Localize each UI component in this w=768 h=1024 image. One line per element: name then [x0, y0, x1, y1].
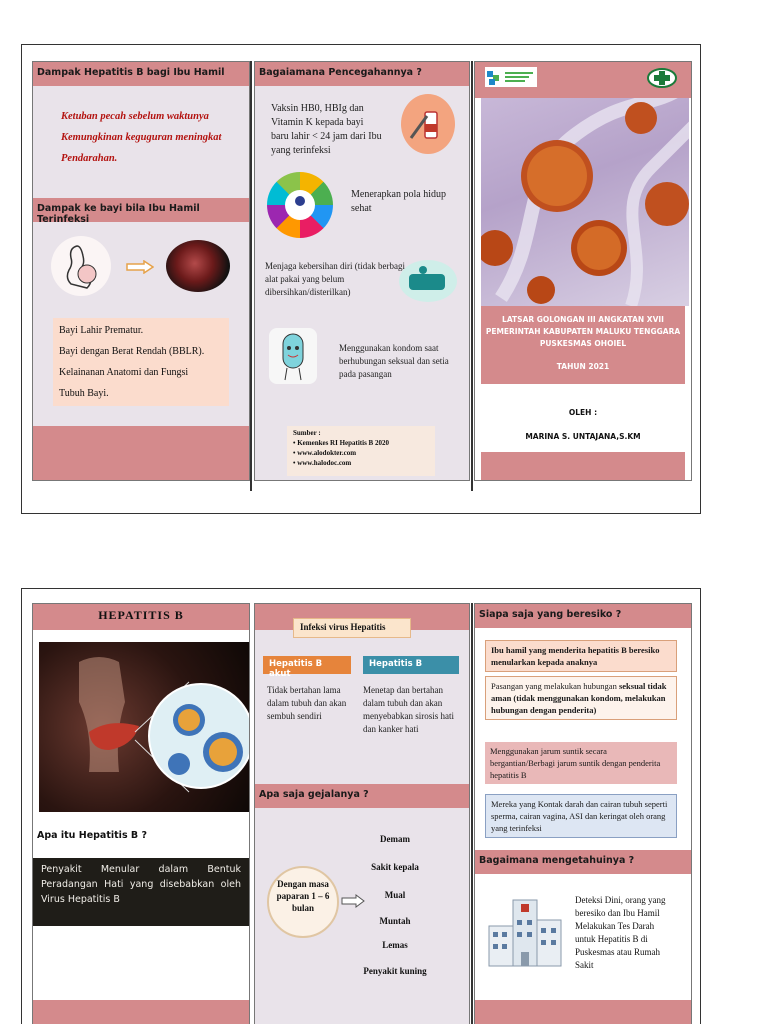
- hospital-icon: [485, 896, 565, 968]
- risk-body-fluids: Mereka yang Kontak darah dan cairan tubuh seperti sperma, cairan vagina, ASI dan keringat oleh orang yang terinfeksi: [485, 794, 677, 838]
- health-cross-logo: [647, 68, 677, 88]
- fold-line: [471, 61, 473, 491]
- cover-title-line: PEMERINTAH KABUPATEN MALUKU TENGGARA: [485, 327, 681, 336]
- incubation-circle: Dengan masa paparan 1 – 6 bulan: [267, 866, 339, 938]
- risk-needles: Menggunakan jarum suntik secara bergantian/Berbagi jarum suntik dengan penderita hepatitis B: [485, 742, 677, 784]
- panel-risk-groups: [474, 603, 692, 1024]
- impact-mother-header: Dampak Hepatitis B bagi Ibu Hamil: [33, 62, 249, 86]
- prevention-vaccine: Vaksin HB0, HBIg dan Vitamin K kepada bayi baru lahir < 24 jam dari Ibu yang terinfeksi: [271, 103, 382, 156]
- risk-unsafe-sex-bold: seksual tidak aman (tidak menggunakan kondom, melakukan hubungan dengan penderita): [491, 681, 667, 715]
- source-item: • www.alodokter.com: [293, 449, 357, 457]
- detection-text: Deteksi Dini, orang yang beresiko dan Ibu Hamil Melakukan Tes Darah untuk Hepatitis B di Puskesmas atau Rumah Sakit: [575, 895, 666, 970]
- panel-cover: [474, 61, 692, 481]
- virus-cover-image: [481, 98, 689, 306]
- symptom-item: Lemas: [382, 940, 408, 950]
- source-item: • www.halodoc.com: [293, 459, 352, 467]
- source-item: • Kemenkes RI Hepatitis B 2020: [293, 439, 389, 447]
- cover-title-line: LATSAR GOLONGAN III ANGKATAN XVII: [502, 315, 664, 324]
- hepatitis-title: HEPATITIS B: [33, 604, 249, 630]
- healthy-lifestyle-icon: [267, 172, 333, 238]
- risk-unsafe-sex-plain: Pasangan yang melakukan hubungan: [491, 681, 617, 691]
- panel-hepatitis-intro: [32, 603, 250, 1024]
- panel-footer-bar: [481, 452, 685, 481]
- hepatitis-question: Apa itu Hepatitis B ?: [37, 830, 147, 841]
- panel-prevention: [254, 61, 470, 481]
- prevention-condom: Menggunakan kondom saat berhubungan seksual dan setia pada pasangan: [339, 343, 449, 379]
- fetus-image: [166, 240, 230, 292]
- arrow-right-icon: [126, 260, 154, 274]
- cover-title-line: PUSKESMAS OHOIEL: [539, 339, 627, 348]
- brochure-inside: [21, 588, 701, 1024]
- effect-item: Kemungkinan keguguran meningkat: [61, 132, 222, 143]
- acute-hepatitis-label: Hepatitis B akut: [263, 656, 351, 674]
- effect-item: Ketuban pecah sebelum waktunya: [61, 111, 209, 122]
- symptom-item: Sakit kepala: [371, 862, 419, 872]
- risk-unsafe-sex: [485, 676, 677, 720]
- baby-effect-item: Bayi Lahir Prematur.: [59, 325, 144, 336]
- baby-effect-item: Kelainanan Anatomi dan Fungsi: [59, 367, 189, 378]
- sources-box: [287, 426, 435, 476]
- pregnant-woman-icon: [51, 236, 111, 296]
- ministry-logo: [485, 67, 537, 87]
- impact-baby-header: Dampak ke bayi bila Ibu Hamil Terinfeksi: [33, 198, 249, 222]
- detect-header: Bagaimana mengetahuinya ?: [475, 850, 691, 874]
- by-label: OLEH :: [568, 408, 598, 417]
- fold-line: [471, 603, 473, 1024]
- infection-title: Infeksi virus Hepatitis: [293, 618, 411, 638]
- hygiene-icon: [399, 260, 457, 302]
- liver-virus-image: [39, 642, 249, 812]
- effect-item: Pendarahan.: [61, 153, 118, 164]
- panel-footer-bar: [33, 426, 249, 481]
- baby-effect-item: Tubuh Bayi.: [59, 388, 109, 399]
- baby-effects-box: [53, 318, 229, 406]
- risk-header: Siapa saja yang beresiko ?: [475, 604, 691, 628]
- symptoms-header: Apa saja gejalanya ?: [255, 784, 469, 808]
- brochure-outside: [21, 44, 701, 514]
- sources-title: Sumber :: [293, 429, 321, 437]
- mother-effects-list: [61, 106, 221, 169]
- prevention-hygiene: Menjaga kebersihan diri (tidak berbagi alat pakai yang belum dibersihkan/disterilkan): [265, 261, 405, 297]
- panel-infection-types: [254, 603, 470, 1024]
- condom-icon: [269, 328, 317, 384]
- symptom-item: Muntah: [379, 916, 411, 926]
- symptom-item: Penyakit kuning: [363, 966, 427, 976]
- risk-pregnant-mother: Ibu hamil yang menderita hepatitis B beresiko menularkan kepada anaknya: [485, 640, 677, 672]
- symptom-item: Mual: [384, 890, 406, 900]
- cover-year: TAHUN 2021: [556, 362, 610, 371]
- hepatitis-definition: Penyakit Menular dalam Bentuk Peradangan Hati yang disebabkan oleh Virus Hepatitis B: [33, 858, 249, 926]
- chronic-description: Menetap dan bertahan dalam tubuh dan akan menyebabkan sirosis hati dan kanker hati: [363, 685, 454, 734]
- cover-title-block: [481, 306, 685, 384]
- chronic-hepatitis-label: Hepatitis B: [363, 656, 459, 674]
- panel-footer-bar: [33, 1000, 249, 1024]
- panel-impact: [32, 61, 250, 481]
- author-name: MARINA S. UNTAJANA,S.KM: [525, 432, 641, 441]
- fold-line: [250, 61, 252, 491]
- vaccine-icon: [401, 94, 455, 154]
- prevention-header: Bagaiamana Pencegahannya ?: [255, 62, 469, 86]
- prevention-lifestyle: Menerapkan pola hidup sehat: [351, 189, 446, 214]
- panel-footer-bar: [475, 1000, 691, 1024]
- panel-footer-bar: [255, 1000, 469, 1024]
- acute-description: Tidak bertahan lama dalam tubuh dan akan sembuh sendiri: [267, 685, 347, 721]
- symptom-item: Demam: [380, 834, 410, 844]
- baby-effect-item: Bayi dengan Berat Rendah (BBLR).: [59, 346, 205, 357]
